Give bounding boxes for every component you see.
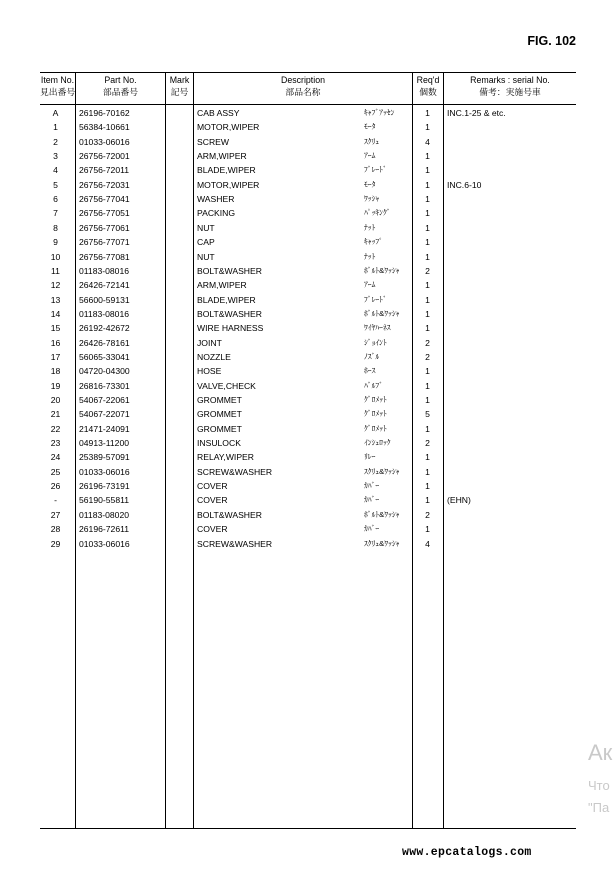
- part-no-cell: 26756-72011: [79, 165, 130, 176]
- part-no-cell: 56384-10661: [79, 122, 130, 133]
- description-kana-cell: ｷｬｯﾌﾟ: [364, 237, 383, 247]
- table-row: [40, 250, 576, 264]
- item-no-cell: 3: [53, 151, 58, 162]
- description-kana-cell: ﾎｰｽ: [364, 366, 376, 376]
- reqd-qty-cell: 1: [425, 208, 430, 219]
- reqd-qty-cell: 2: [425, 265, 430, 276]
- figure-label: FIG. 102: [527, 34, 576, 48]
- item-no-cell: 2: [53, 136, 58, 147]
- description-kana-cell: ﾊﾞﾙﾌﾞ: [364, 380, 383, 390]
- description-kana-cell: ﾉｽﾞﾙ: [364, 351, 380, 361]
- table-row: [40, 364, 576, 378]
- item-no-cell: 17: [50, 351, 61, 362]
- table-row: [40, 379, 576, 393]
- description-cell: WIRE HARNESS: [197, 323, 264, 334]
- description-cell: GROMMET: [197, 409, 242, 420]
- part-no-cell: 04913-11200: [79, 438, 130, 449]
- item-no-cell: -: [54, 495, 57, 506]
- description-kana-cell: ﾜｲﾔﾊｰﾈｽ: [364, 323, 391, 333]
- part-no-cell: 01033-06016: [79, 466, 130, 477]
- reqd-qty-cell: 1: [425, 194, 430, 205]
- item-no-cell: 18: [50, 366, 61, 377]
- reqd-qty-cell: 1: [425, 308, 430, 319]
- table-row: [40, 537, 576, 551]
- remarks-cell: INC.6-10: [447, 179, 482, 190]
- header-divider: [40, 104, 576, 105]
- description-kana-cell: ｲﾝｼｭﾛｯｸ: [364, 438, 391, 448]
- description-cell: NUT: [197, 251, 215, 262]
- description-cell: VALVE,CHECK: [197, 380, 256, 391]
- item-no-cell: 11: [51, 265, 60, 276]
- description-kana-cell: ﾅｯﾄ: [364, 222, 376, 232]
- part-no-cell: 26756-72031: [79, 179, 130, 190]
- description-cell: BOLT&WASHER: [197, 509, 262, 520]
- table-row: [40, 522, 576, 536]
- item-no-cell: 1: [53, 122, 58, 133]
- item-no-cell: 23: [50, 438, 61, 449]
- watermark-line: Что: [588, 778, 610, 793]
- reqd-qty-cell: 1: [425, 179, 430, 190]
- part-no-cell: 26756-77061: [79, 222, 130, 233]
- part-no-cell: 01033-06016: [79, 538, 130, 549]
- description-kana-cell: ｼﾞｮｲﾝﾄ: [364, 337, 387, 347]
- reqd-qty-cell: 1: [425, 280, 430, 291]
- item-no-cell: 29: [50, 538, 61, 549]
- description-cell: BOLT&WASHER: [197, 265, 262, 276]
- item-no-cell: 27: [50, 509, 61, 520]
- item-no-cell: 12: [50, 280, 61, 291]
- item-no-cell: 16: [50, 337, 61, 348]
- description-cell: RELAY,WIPER: [197, 452, 254, 463]
- description-kana-cell: ｽｸﾘｭ&ﾜｯｼｬ: [364, 538, 400, 548]
- table-row: [40, 407, 576, 421]
- description-cell: BLADE,WIPER: [197, 294, 256, 305]
- part-no-cell: 26196-72611: [79, 524, 130, 535]
- part-no-cell: 01183-08016: [79, 265, 130, 276]
- table-row: [40, 278, 576, 292]
- description-cell: INSULOCK: [197, 438, 241, 449]
- item-no-cell: 15: [50, 323, 61, 334]
- item-no-cell: 7: [53, 208, 58, 219]
- header-item-no: Item No. 見出番号: [40, 75, 76, 97]
- reqd-qty-cell: 2: [425, 509, 430, 520]
- item-no-cell: 13: [50, 294, 61, 305]
- description-kana-cell: ﾌﾞﾚｰﾄﾞ: [364, 294, 387, 304]
- description-cell: MOTOR,WIPER: [197, 122, 260, 133]
- part-no-cell: 26196-73191: [79, 481, 130, 492]
- reqd-qty-cell: 1: [425, 495, 430, 506]
- part-no-cell: 26756-77051: [79, 208, 130, 219]
- reqd-qty-cell: 1: [425, 452, 430, 463]
- table-row: [40, 264, 576, 278]
- description-cell: NOZZLE: [197, 351, 231, 362]
- table-row: [40, 508, 576, 522]
- part-no-cell: 26426-78161: [79, 337, 130, 348]
- description-cell: WASHER: [197, 194, 235, 205]
- description-cell: COVER: [197, 495, 228, 506]
- description-kana-cell: ｱｰﾑ: [364, 280, 376, 290]
- reqd-qty-cell: 1: [425, 481, 430, 492]
- description-cell: CAP: [197, 237, 215, 248]
- part-no-cell: 01183-08020: [79, 509, 130, 520]
- part-no-cell: 01183-08016: [79, 308, 130, 319]
- table-row: [40, 307, 576, 321]
- description-cell: MOTOR,WIPER: [197, 179, 260, 190]
- part-no-cell: 26756-77041: [79, 194, 130, 205]
- table-row: [40, 465, 576, 479]
- description-kana-cell: ｽｸﾘｭ: [364, 136, 380, 146]
- description-kana-cell: ﾌﾞﾚｰﾄﾞ: [364, 165, 387, 175]
- part-no-cell: 54067-22071: [79, 409, 130, 420]
- header-mark: Mark 記号: [169, 75, 190, 97]
- description-cell: BOLT&WASHER: [197, 308, 262, 319]
- reqd-qty-cell: 1: [425, 366, 430, 377]
- description-cell: PACKING: [197, 208, 236, 219]
- reqd-qty-cell: 1: [425, 294, 430, 305]
- item-no-cell: 19: [50, 380, 61, 391]
- table-row: [40, 163, 576, 177]
- part-no-cell: 25389-57091: [79, 452, 130, 463]
- watermark-line: Ак: [588, 740, 613, 765]
- description-cell: GROMMET: [197, 423, 242, 434]
- description-kana-cell: ｸﾞﾛﾒｯﾄ: [364, 423, 387, 433]
- table-row: [40, 221, 576, 235]
- table-row: [40, 235, 576, 249]
- part-no-cell: 56190-55811: [79, 495, 130, 506]
- table-row: [40, 120, 576, 134]
- item-no-cell: 14: [50, 308, 61, 319]
- table-row: [40, 293, 576, 307]
- footer-url: www.epcatalogs.com: [402, 846, 532, 859]
- item-no-cell: 21: [50, 409, 61, 420]
- description-kana-cell: ﾅｯﾄ: [364, 251, 376, 261]
- remarks-cell: (EHN): [447, 495, 471, 506]
- reqd-qty-cell: 1: [425, 395, 430, 405]
- description-kana-cell: ﾓｰﾀ: [364, 179, 376, 189]
- description-cell: SCREW: [197, 136, 229, 147]
- part-no-cell: 26426-72141: [79, 280, 130, 291]
- part-no-cell: 26816-73301: [79, 380, 130, 391]
- part-no-cell: 04720-04300: [79, 366, 130, 377]
- item-no-cell: 8: [53, 222, 58, 233]
- reqd-qty-cell: 1: [425, 237, 430, 248]
- description-cell: NUT: [197, 222, 215, 233]
- table-row: [40, 479, 576, 493]
- header-description: Description 部品名称: [280, 75, 325, 97]
- table-row: [40, 436, 576, 450]
- part-no-cell: 01033-06016: [79, 136, 130, 147]
- reqd-qty-cell: 2: [425, 337, 430, 348]
- part-no-cell: 21471-24091: [79, 423, 130, 434]
- item-no-cell: 9: [53, 237, 58, 248]
- description-cell: HOSE: [197, 366, 222, 377]
- item-no-cell: 26: [50, 481, 61, 492]
- description-kana-cell: ﾎﾞﾙﾄ&ﾜｯｼｬ: [364, 308, 400, 318]
- description-kana-cell: ｸﾞﾛﾒｯﾄ: [364, 395, 387, 404]
- item-no-cell: 28: [50, 524, 61, 535]
- reqd-qty-cell: 1: [425, 108, 430, 118]
- part-no-cell: 26756-72001: [79, 151, 130, 162]
- table-row: [40, 450, 576, 464]
- description-cell: JOINT: [197, 337, 222, 348]
- description-cell: GROMMET: [197, 395, 242, 405]
- reqd-qty-cell: 4: [425, 538, 430, 549]
- part-no-cell: 56065-33041: [79, 351, 130, 362]
- item-no-cell: 22: [50, 423, 61, 434]
- table-row: [40, 321, 576, 335]
- description-kana-cell: ｸﾞﾛﾒｯﾄ: [364, 409, 387, 419]
- description-kana-cell: ﾘﾚｰ: [364, 452, 376, 462]
- table-row: [40, 135, 576, 149]
- reqd-qty-cell: 1: [425, 323, 430, 334]
- reqd-qty-cell: 1: [425, 466, 430, 477]
- description-kana-cell: ｱｰﾑ: [364, 151, 376, 161]
- header-reqd: Req'd 個数: [416, 75, 440, 97]
- table-row: [40, 106, 576, 120]
- item-no-cell: 10: [50, 251, 61, 262]
- description-cell: COVER: [197, 524, 228, 535]
- description-kana-cell: ﾜｯｼｬ: [364, 194, 380, 204]
- remarks-cell: INC.1-25 & etc.: [447, 108, 506, 118]
- table-row: [40, 206, 576, 220]
- item-no-cell: 24: [50, 452, 61, 463]
- description-kana-cell: ﾎﾞﾙﾄ&ﾜｯｼｬ: [364, 509, 400, 519]
- description-kana-cell: ｶﾊﾞｰ: [364, 481, 380, 491]
- header-remarks: Remarks : serial No. 備考：実施号車: [470, 75, 550, 97]
- reqd-qty-cell: 4: [425, 136, 430, 147]
- description-kana-cell: ｽｸﾘｭ&ﾜｯｼｬ: [364, 466, 400, 476]
- reqd-qty-cell: 1: [425, 423, 430, 434]
- reqd-qty-cell: 1: [425, 222, 430, 233]
- table-row: [40, 422, 576, 436]
- watermark-line: "Па: [588, 800, 610, 815]
- part-no-cell: 56600-59131: [79, 294, 130, 305]
- part-no-cell: 54067-22061: [79, 395, 130, 405]
- parts-table: [40, 72, 576, 829]
- table-row: [40, 493, 576, 507]
- reqd-qty-cell: 1: [425, 122, 430, 133]
- table-row: [40, 149, 576, 163]
- table-row: [40, 350, 576, 364]
- reqd-qty-cell: 2: [425, 438, 430, 449]
- part-no-cell: 26192-42672: [79, 323, 130, 334]
- reqd-qty-cell: 1: [425, 165, 430, 176]
- description-kana-cell: ﾊﾟｯｷﾝｸﾞ: [364, 208, 391, 218]
- reqd-qty-cell: 1: [425, 151, 430, 162]
- reqd-qty-cell: 5: [425, 409, 430, 420]
- item-no-cell: 5: [53, 179, 58, 190]
- reqd-qty-cell: 1: [425, 251, 430, 262]
- description-cell: ARM,WIPER: [197, 280, 247, 291]
- part-no-cell: 26756-77081: [79, 251, 130, 262]
- reqd-qty-cell: 2: [425, 351, 430, 362]
- table-row: [40, 178, 576, 192]
- description-kana-cell: ｶﾊﾞｰ: [364, 495, 380, 505]
- item-no-cell: 6: [53, 194, 58, 205]
- description-kana-cell: ﾎﾞﾙﾄ&ﾜｯｼｬ: [364, 265, 400, 275]
- description-kana-cell: ｷｬﾌﾞｱｯｾﾝ: [364, 108, 395, 117]
- description-kana-cell: ﾓｰﾀ: [364, 122, 376, 132]
- description-cell: BLADE,WIPER: [197, 165, 256, 176]
- reqd-qty-cell: 1: [425, 524, 430, 535]
- table-row: [40, 192, 576, 206]
- table-row: [40, 336, 576, 350]
- part-no-cell: 26196-70162: [79, 108, 130, 118]
- description-cell: ARM,WIPER: [197, 151, 247, 162]
- reqd-qty-cell: 1: [425, 380, 430, 391]
- part-no-cell: 26756-77071: [79, 237, 130, 248]
- item-no-cell: 20: [50, 395, 61, 405]
- description-cell: SCREW&WASHER: [197, 466, 273, 477]
- item-no-cell: 4: [53, 165, 58, 176]
- item-no-cell: A: [52, 108, 59, 118]
- description-cell: COVER: [197, 481, 228, 492]
- description-kana-cell: ｶﾊﾞｰ: [364, 524, 380, 534]
- table-row: [40, 393, 576, 407]
- description-cell: SCREW&WASHER: [197, 538, 273, 549]
- header-part-no: Part No. 部品番号: [102, 75, 139, 97]
- item-no-cell: 25: [50, 466, 61, 477]
- description-cell: CAB ASSY: [197, 108, 240, 118]
